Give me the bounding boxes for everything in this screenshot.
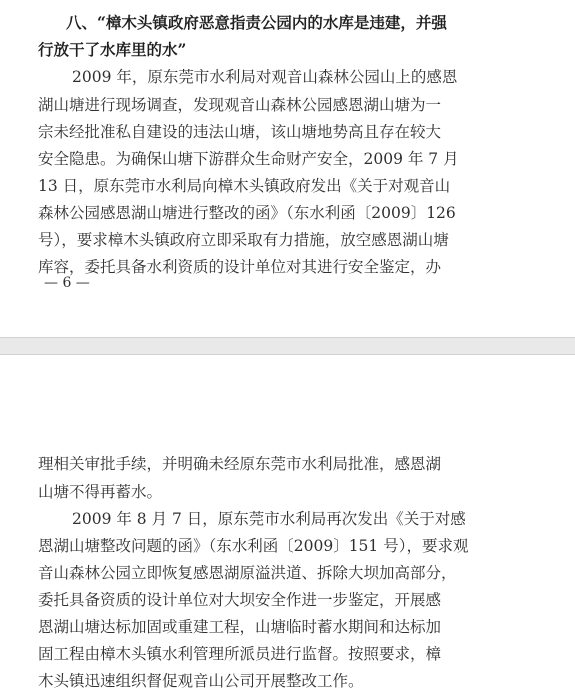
document-page-7 <box>0 355 575 699</box>
paragraph-line: 理相关审批手续，并明确未经原东莞市水利局批准，感恩湖 <box>38 455 442 473</box>
document-page-6 <box>0 0 575 337</box>
paragraph-line: 委托具备资质的设计单位对大坝安全作进一步鉴定，开展感 <box>38 591 442 609</box>
section-heading-line-1: 八、“樟木头镇政府恶意指责公园内的水库是违建，并强 <box>66 13 447 32</box>
paragraph-line: 宗未经批准私自建设的违法山塘，该山塘地势高且存在较大 <box>38 123 442 141</box>
section-heading-line-2: 行放干了水库里的水” <box>38 40 187 59</box>
paragraph-line: 安全隐患。为确保山塘下游群众生命财产安全，2009 年 7 月 <box>38 150 459 168</box>
paragraph-line: 13 日，原东莞市水利局向樟木头镇政府发出《关于对观音山 <box>38 177 451 195</box>
page-separator <box>0 337 575 355</box>
paragraph-line: 号），要求樟木头镇政府立即采取有力措施，放空感恩湖山塘 <box>38 231 449 249</box>
paragraph-line: 恩湖山塘达标加固或重建工程，山塘临时蓄水期间和达标加 <box>38 618 442 636</box>
paragraph-line: 湖山塘进行现场调查，发现观音山森林公园感恩湖山塘为一 <box>38 96 442 114</box>
paragraph-line: 固工程由樟木头镇水利管理所派员进行监督。按照要求，樟 <box>38 645 442 663</box>
paragraph-line: 库容，委托具备水利资质的设计单位对其进行安全鉴定，办 <box>38 258 442 276</box>
paragraph-line: 音山森林公园立即恢复感恩湖原溢洪道、拆除大坝加高部分， <box>38 564 457 582</box>
paragraph-line: 2009 年，原东莞市水利局对观音山森林公园山上的感恩 <box>72 68 458 86</box>
paragraph-line: 2009 年 8 月 7 日，原东莞市水利局再次发出《关于对感 <box>72 510 466 528</box>
paragraph-line: 森林公园感恩湖山塘进行整改的函》（东水利函〔2009〕126 <box>38 204 456 222</box>
paragraph-line: 山塘不得再蓄水。 <box>38 483 163 501</box>
paragraph-line: 恩湖山塘整改问题的函》（东水利函〔2009〕151 号），要求观 <box>38 537 469 555</box>
page-number: — 6 — <box>44 275 90 291</box>
paragraph-line: 木头镇迅速组织督促观音山公司开展整改工作。 <box>38 672 364 690</box>
